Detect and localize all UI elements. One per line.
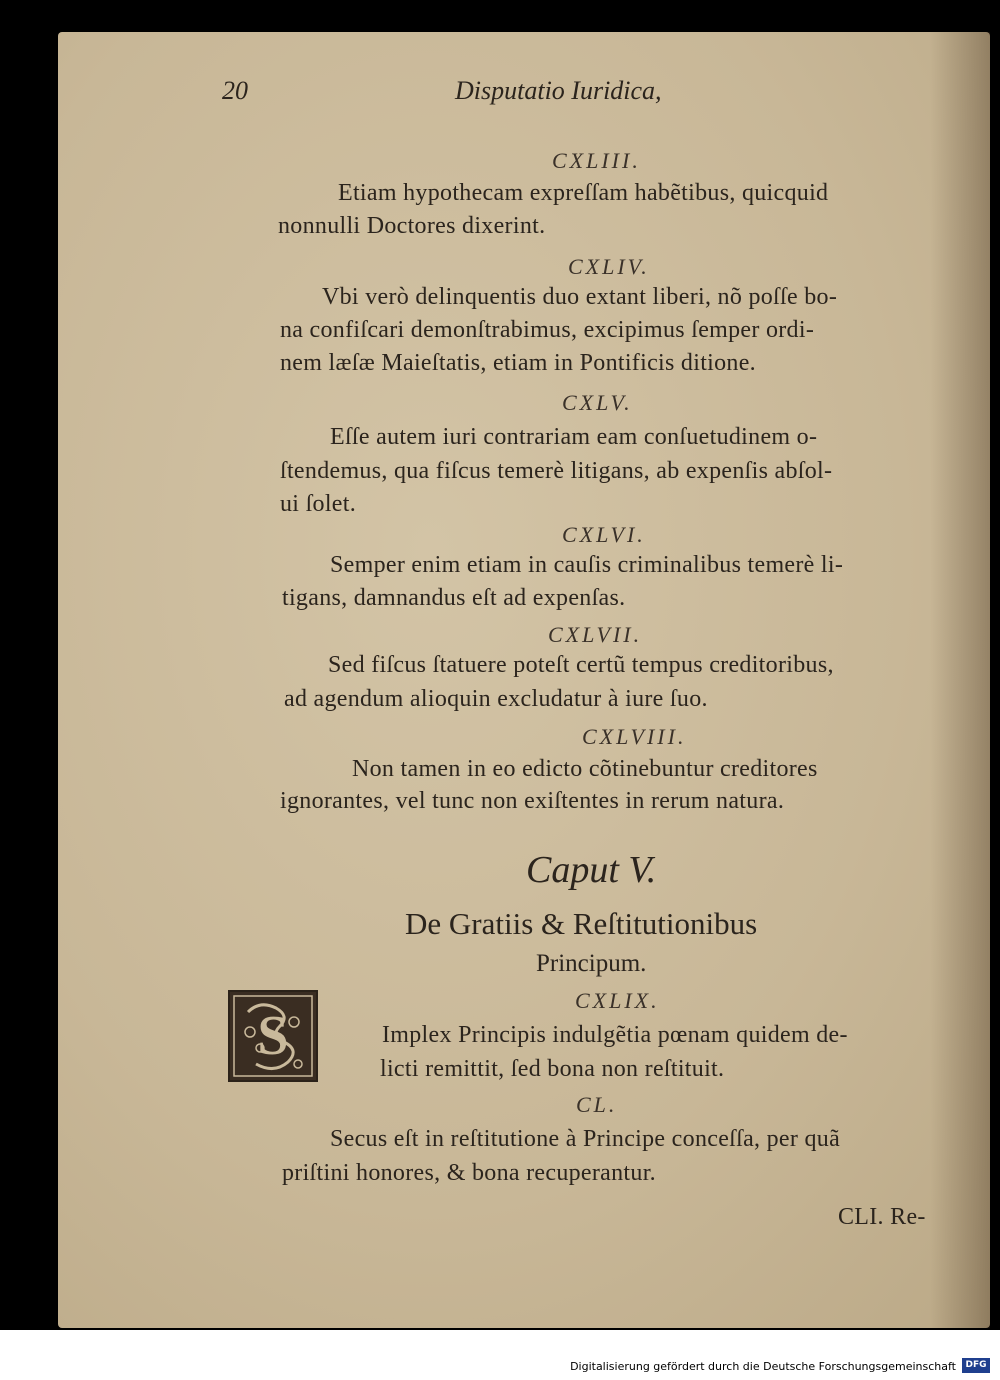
text-line: Non tamen in eo edicto cõtinebuntur creditores [352,756,818,782]
section-number: CXLVIII. [582,724,687,749]
section-number: CXLVI. [562,522,646,547]
section-number: CL. [576,1092,618,1117]
text-line: Semper enim etiam in cauſis criminalibus temerè li- [330,552,844,578]
section-number: CXLIX. [575,988,660,1013]
text-line: priſtini honores, & bona recuperantur. [282,1160,656,1186]
page-gutter-shadow [930,32,990,1328]
initial-letter: S [257,1005,289,1067]
dfg-logo: DFG [962,1358,990,1373]
section-number: CXLIII. [552,148,641,173]
section-number: CXLV. [562,390,633,415]
text-line: tigans, damnandus eſt ad expenſas. [282,585,626,611]
page-number: 20 [222,76,248,105]
decorated-initial [228,990,318,1082]
running-head: Disputatio Iuridica, [455,76,662,105]
decorated-initial-ornament [230,992,316,1080]
text-line: Implex Principis indulgẽtia pœnam quidem de- [382,1022,848,1048]
text-line: ſtendemus, qua fiſcus temerè litigans, ab expenſis abſol- [280,458,833,484]
text-line: Etiam hypothecam expreſſam habẽtibus, quicquid [338,180,829,206]
text-line: Sed fiſcus ſtatuere poteſt certũ tempus creditoribus, [328,652,834,678]
text-line: ad agendum alioquin excludatur à iure ſuo. [284,686,708,712]
funding-credit: Digitalisierung gefördert durch die Deutsche Forschungsgemeinschaft [570,1360,956,1373]
catchword: CLI. Re- [838,1204,926,1230]
chapter-title-line1: De Gratiis & Reſtitutionibus [405,906,758,941]
section-number: CXLIV. [568,254,650,279]
footer-bar [0,1330,1000,1380]
text-line: nem læſæ Maieſtatis, etiam in Pontificis ditione. [280,350,756,376]
chapter-title-line2: Principum. [536,950,647,977]
text-line: ui ſolet. [280,491,357,517]
text-line: nonnulli Doctores dixerint. [278,213,546,239]
chapter-heading: Caput V. [526,849,657,891]
text-line: Secus eſt in reſtitutione à Principe conceſſa, per quã [330,1126,841,1152]
text-line: na confiſcari demonſtrabimus, excipimus ſemper ordi- [280,317,815,343]
section-number: CXLVII. [548,622,643,647]
text-line: Eſſe autem iuri contrariam eam conſuetudinem o- [330,424,818,450]
text-line: ignorantes, vel tunc non exiſtentes in rerum natura. [280,788,785,814]
text-line: licti remittit, ſed bona non reſtituit. [380,1056,725,1082]
text-line: Vbi verò delinquentis duo extant liberi, nõ poſſe bo- [322,284,838,310]
